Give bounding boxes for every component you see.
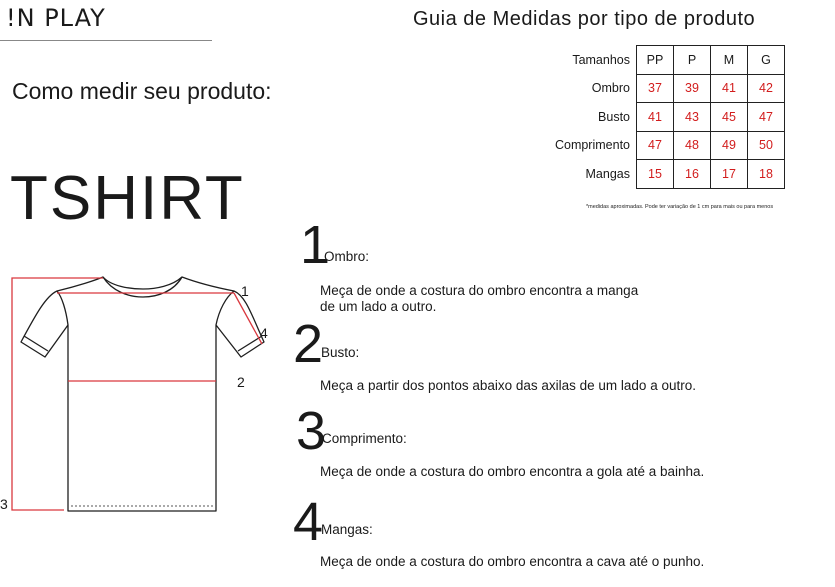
measure-cell: 41	[637, 103, 674, 132]
measure-cell: 16	[674, 160, 711, 189]
step-description-sleeves: Meça de onde a costura do ombro encontra a cava até o punho.	[320, 554, 705, 569]
diagram-label-1: 1	[241, 283, 249, 299]
step-number: 1	[300, 215, 331, 275]
size-table-row	[546, 74, 785, 103]
measure-cell: 41	[711, 74, 748, 103]
step-description-shoulder: Meça de onde a costura do ombro encontra a manga de um lado a outro.	[320, 283, 639, 314]
measure-cell: 17	[711, 160, 748, 189]
approximation-note: *medidas aproximadas. Pode ter variação de 1 cm para mais ou para menos	[586, 204, 774, 210]
measure-cell: 37	[637, 74, 674, 103]
measure-cell: 49	[711, 131, 748, 160]
measure-cell: 15	[637, 160, 674, 189]
size-table-row	[546, 160, 785, 189]
size-header: P	[674, 46, 711, 75]
measure-cell: 45	[711, 103, 748, 132]
step-title-sleeves: Mangas:	[321, 522, 373, 537]
measure-cell: 50	[748, 131, 785, 160]
step-number: 3	[296, 401, 327, 461]
measure-cell: 42	[748, 74, 785, 103]
step-title-bust: Busto:	[321, 345, 360, 360]
step-title-length: Comprimento:	[322, 431, 407, 446]
size-header: M	[711, 46, 748, 75]
size-table-header-row	[546, 46, 785, 75]
diagram-label-2: 2	[237, 374, 245, 390]
step-number: 2	[293, 314, 324, 374]
row-label: Comprimento	[554, 138, 630, 153]
how-to-measure-heading: Como medir seu produto:	[12, 78, 272, 104]
step-title-shoulder: Ombro:	[324, 249, 370, 264]
measure-cell: 47	[637, 131, 674, 160]
header-divider	[0, 40, 212, 41]
diagram-label-4: 4	[260, 325, 268, 341]
step-number: 4	[293, 492, 324, 552]
size-table-row	[546, 131, 785, 160]
measure-cell: 48	[674, 131, 711, 160]
measure-cell: 39	[674, 74, 711, 103]
length-measure-line	[12, 278, 103, 510]
diagram-label-3: 3	[0, 496, 8, 512]
step-description-length: Meça de onde a costura do ombro encontra a gola até a bainha.	[320, 464, 705, 479]
size-table	[546, 45, 785, 189]
row-label: Busto	[598, 109, 630, 124]
brand-logo: !N PLAY	[6, 4, 106, 32]
guide-title: Guia de Medidas por tipo de produto	[413, 8, 756, 30]
size-header: PP	[637, 46, 674, 75]
size-table-row	[546, 103, 785, 132]
size-table-header-label: Tamanhos	[572, 52, 630, 67]
measure-cell: 18	[748, 160, 785, 189]
tshirt-diagram	[0, 270, 280, 520]
sleeve-measure-line	[234, 293, 262, 344]
measure-cell: 43	[674, 103, 711, 132]
product-name: TSHIRT	[10, 164, 245, 233]
size-header: G	[748, 46, 785, 75]
measurement-lines	[12, 278, 262, 510]
row-label: Ombro	[591, 81, 630, 96]
step-description-bust: Meça a partir dos pontos abaixo das axilas de um lado a outro.	[320, 378, 696, 393]
measure-cell: 47	[748, 103, 785, 132]
tshirt-outline	[21, 277, 264, 511]
row-label: Mangas	[585, 166, 630, 181]
